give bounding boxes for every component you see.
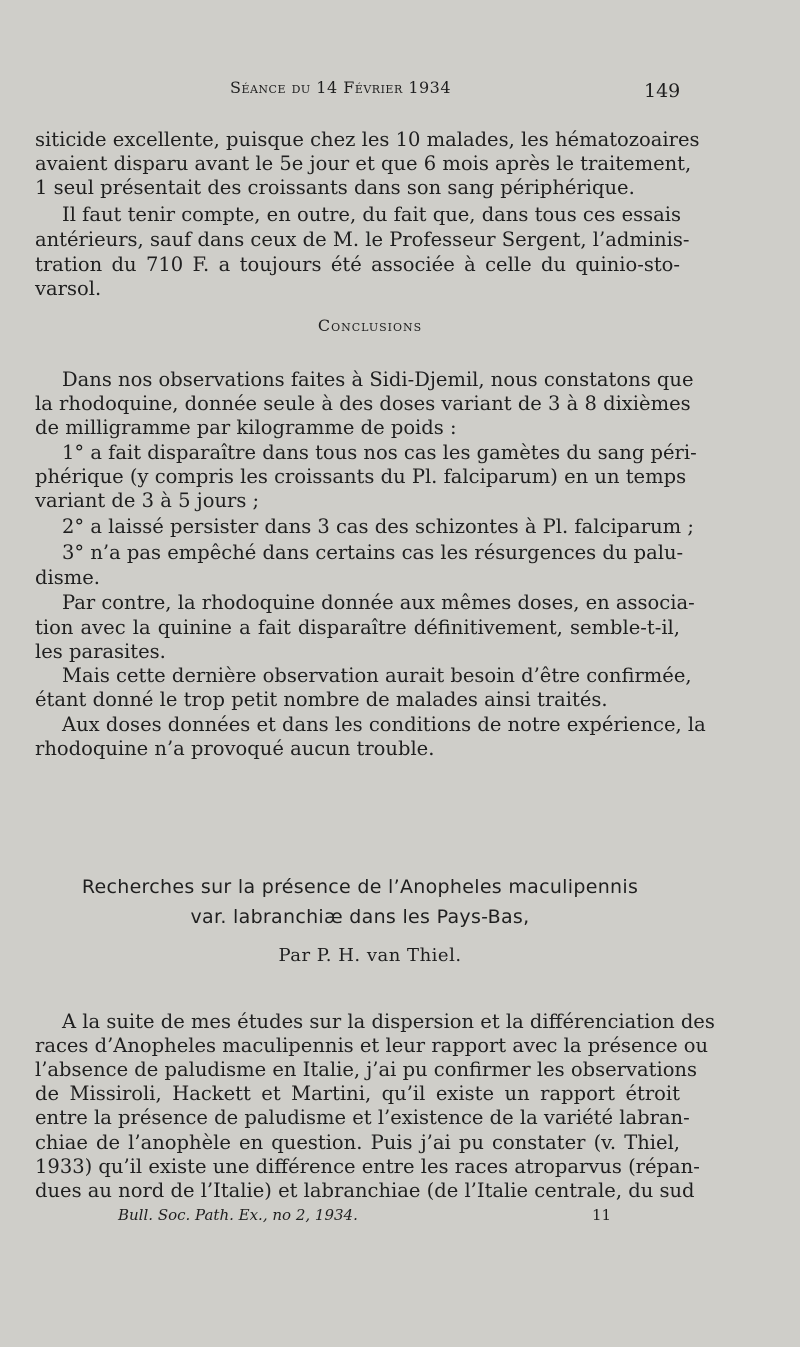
text-line: disme.	[35, 566, 100, 589]
text-line: dues au nord de l’Italie) et labranchiae (de l’Italie centrale, du sud	[35, 1179, 695, 1202]
text-line: Aux doses données et dans les conditions de notre expérience, la	[62, 713, 706, 736]
text-line: l’absence de paludisme en Italie, j’ai pu confirmer les observations	[35, 1058, 698, 1081]
text-line: tion avec la quinine a fait disparaître définitivement, semble-t-il,	[35, 616, 680, 639]
text-line: entre la présence de paludisme et l’existence de la variété labran-	[35, 1106, 690, 1129]
article-byline: Par P. H. van Thiel.	[278, 945, 462, 966]
text-line: 2° a laissé persister dans 3 cas des schizontes à Pl. falciparum ;	[62, 515, 694, 538]
text-line: phérique (y compris les croissants du Pl. falciparum) en un temps	[35, 465, 687, 488]
text-line: A la suite de mes études sur la dispersion et la différenciation des	[62, 1010, 715, 1033]
text-line: Par contre, la rhodoquine donnée aux mêmes doses, en associa-	[62, 591, 695, 614]
journal-citation: Bull. Soc. Path. Ex., no 2, 1934.	[118, 1206, 358, 1224]
running-header: Séance du 14 Février 1934	[230, 78, 452, 97]
article-title-line-1: Recherches sur la présence de l’Anopheles maculipennis	[81, 876, 639, 898]
text-line: Il faut tenir compte, en outre, du fait que, dans tous ces essais	[62, 203, 682, 226]
text-line: antérieurs, sauf dans ceux de M. le Professeur Sergent, l’adminis-	[35, 228, 690, 251]
text-line: races d’Anopheles maculipennis et leur rapport avec la présence ou	[35, 1034, 709, 1057]
text-line: chiae de l’anophèle en question. Puis j’ai pu constater (v. Thiel,	[35, 1131, 680, 1154]
article-title-line-2: var. labranchiæ dans les Pays-Bas,	[190, 906, 530, 928]
text-line: 3° n’a pas empêché dans certains cas les résurgences du palu-	[62, 541, 684, 564]
text-line: de milligramme par kilogramme de poids :	[35, 416, 457, 439]
text-line: Mais cette dernière observation aurait besoin d’être confirmée,	[62, 664, 692, 687]
conclusions-heading: Conclusions	[317, 316, 423, 335]
text-line: varsol.	[35, 277, 102, 300]
text-line: avaient disparu avant le 5e jour et que 6 mois après le traitement,	[35, 152, 692, 175]
text-line: de Missiroli, Hackett et Martini, qu’il existe un rapport étroit	[35, 1082, 680, 1105]
text-line: étant donné le trop petit nombre de malades ainsi traités.	[35, 688, 608, 711]
text-line: 1° a fait disparaître dans tous nos cas les gamètes du sang péri-	[62, 441, 697, 464]
text-line: les parasites.	[35, 640, 166, 663]
text-line: 1 seul présentait des croissants dans son sang périphérique.	[35, 176, 635, 199]
page-number: 149	[644, 80, 681, 102]
signature-mark: 11	[592, 1206, 612, 1224]
text-line: siticide excellente, puisque chez les 10 malades, les hématozoaires	[35, 128, 700, 151]
text-line: variant de 3 à 5 jours ;	[35, 489, 260, 512]
text-line: Dans nos observations faites à Sidi-Djemil, nous constatons que	[62, 368, 694, 391]
text-line: 1933) qu’il existe une différence entre les races atroparvus (répan-	[35, 1155, 700, 1178]
text-line: la rhodoquine, donnée seule à des doses variant de 3 à 8 dixièmes	[35, 392, 691, 415]
text-line: rhodoquine n’a provoqué aucun trouble.	[35, 737, 435, 760]
text-line: tration du 710 F. a toujours été associée à celle du quinio-sto-	[35, 253, 680, 276]
